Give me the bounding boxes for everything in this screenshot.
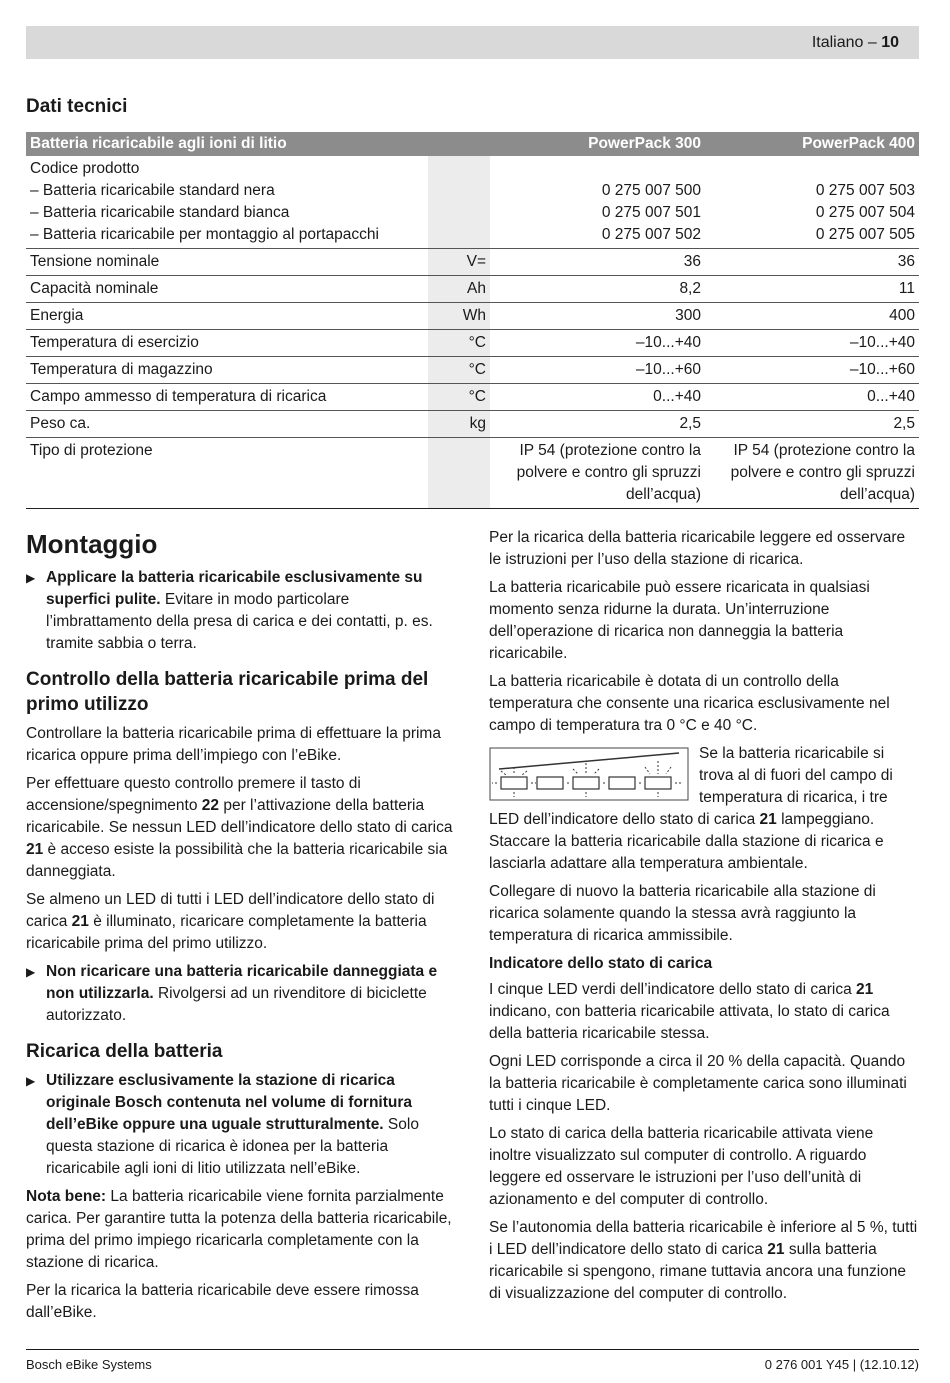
- triangle-bullet-icon: ▶: [26, 1074, 36, 1088]
- bullet-damaged-battery: ▶ Non ricaricare una batteria ricaricabile danneggiata e non utilizzarla. Rivolgersi ad un rivenditore di biciclette autorizzato.: [26, 963, 438, 1024]
- section-title: Dati tecnici: [26, 96, 128, 117]
- spec-table-header: [26, 132, 919, 156]
- spec-pp400: 400: [705, 303, 919, 330]
- table-row: [26, 330, 919, 357]
- spec-pp300: 0 275 007 500 0 275 007 501 0 275 007 502: [490, 156, 705, 249]
- spec-pp400: 36: [705, 249, 919, 276]
- triangle-bullet-icon: ▶: [26, 965, 36, 979]
- spec-pp400: –10...+60: [705, 357, 919, 384]
- paragraph: La batteria ricaricabile è dotata di un controllo della temperatura che consente una ricarica esclusivamente nel campo di temperatura tra 0 °C e 40 °C.: [489, 673, 890, 734]
- spec-pp300: IP 54 (protezione contro la polvere e contro gli spruzzi dell’acqua): [490, 438, 705, 509]
- bullet-clean-surfaces: ▶ Applicare la batteria ricaricabile esclusivamente su superfici pulite. Evitare in modo particolare l’imbrattamento della presa di carica e dei contatti, p. es. tramite sabbia o terra.: [26, 569, 433, 652]
- paragraph: I cinque LED verdi dell’indicatore dello stato di carica 21 indicano, con batteria ricaricabile attivata, lo stato di carica della batteria ricaricabile stessa.: [489, 981, 890, 1042]
- spec-label: Energia: [26, 303, 428, 330]
- spec-pp400: 11: [705, 276, 919, 303]
- paragraph: Ogni LED corrisponde a circa il 20 % della capacità. Quando la batteria ricaricabile è completamente carica sono illuminati tutti i cinque LED.: [489, 1053, 907, 1114]
- paragraph: Collegare di nuovo la batteria ricaricabile alla stazione di ricarica solamente quando la stessa avrà raggiunto la temperatura di ricarica ammissibile.: [489, 883, 876, 944]
- spec-header-pp300: PowerPack 300: [490, 132, 705, 156]
- footer-divider: [26, 1349, 919, 1350]
- spec-label: Tensione nominale: [26, 249, 428, 276]
- spec-label: Temperatura di magazzino: [26, 357, 428, 384]
- spec-header-unit: [428, 132, 490, 156]
- table-row: [26, 276, 919, 303]
- spec-unit: V=: [428, 249, 490, 276]
- table-row: [26, 357, 919, 384]
- spec-pp300: 300: [490, 303, 705, 330]
- blinking-led-indicator-figure: [489, 747, 689, 801]
- paragraph: Se l’autonomia della batteria ricaricabile è inferiore al 5 %, tutti i LED dell’indicatore dello stato di carica 21 sulla batteria ricaricabile si spengono, rimane tuttavia ancora una funzione di visualizzazione del computer di controllo.: [489, 1219, 918, 1302]
- spec-label: Capacità nominale: [26, 276, 428, 303]
- spec-unit: [428, 438, 490, 509]
- triangle-bullet-icon: ▶: [26, 571, 36, 585]
- paragraph: Controllare la batteria ricaricabile prima di effettuare la prima ricarica oppure prima dell’impiego con l’eBike.: [26, 725, 441, 764]
- spec-pp300: –10...+40: [490, 330, 705, 357]
- montaggio-heading: Montaggio: [26, 529, 158, 559]
- spec-table: [26, 132, 919, 509]
- led-figure-block: [489, 743, 919, 881]
- spec-unit: Ah: [428, 276, 490, 303]
- left-column: [26, 527, 454, 1330]
- spec-unit: °C: [428, 357, 490, 384]
- spec-label: Peso ca.: [26, 411, 428, 438]
- spec-header-pp400: PowerPack 400: [705, 132, 919, 156]
- page-header: [26, 26, 919, 59]
- spec-unit: °C: [428, 384, 490, 411]
- spec-label: Codice prodotto – Batteria ricaricabile standard nera – Batteria ricaricabile standard bianca – Batteria ricaricabile per montaggio al portapacchi: [26, 156, 428, 249]
- paragraph: La batteria ricaricabile può essere ricaricata in qualsiasi momento senza ridurne la durata. Un’interruzione dell’operazione di ricarica non danneggia la batteria ricaricabile.: [489, 579, 870, 662]
- page-number-label: Italiano – 10: [811, 34, 899, 51]
- spec-pp300: 2,5: [490, 411, 705, 438]
- paragraph: Per effettuare questo controllo premere il tasto di accensione/spegnimento 22 per l’attivazione della batteria ricaricabile. Se nessun LED dell’indicatore dello stato di carica 21 è acceso esiste la possibilità che la batteria ricaricabile sia danneggiata.: [26, 775, 453, 880]
- spec-pp400: 0...+40: [705, 384, 919, 411]
- spec-pp400: IP 54 (protezione contro la polvere e contro gli spruzzi dell’acqua): [705, 438, 919, 509]
- right-column: [489, 527, 919, 1311]
- spec-pp300: 8,2: [490, 276, 705, 303]
- table-row: [26, 384, 919, 411]
- spec-label: Tipo di protezione: [26, 438, 428, 509]
- footer-doc-id: 0 276 001 Y45 | (12.10.12): [764, 1357, 919, 1372]
- controllo-heading: Controllo della batteria ricaricabile prima del primo utilizzo: [26, 669, 429, 715]
- spec-unit: kg: [428, 411, 490, 438]
- spec-unit: [428, 156, 490, 249]
- spec-pp400: –10...+40: [705, 330, 919, 357]
- spec-unit: °C: [428, 330, 490, 357]
- spec-header-product: Batteria ricaricabile agli ioni di litio: [26, 132, 428, 156]
- spec-pp400: 0 275 007 503 0 275 007 504 0 275 007 505: [705, 156, 919, 249]
- bullet-original-charger: ▶ Utilizzare esclusivamente la stazione di ricarica originale Bosch contenuta nel volume di fornitura dell’eBike oppure una uguale strutturalmente. Solo questa stazione di ricarica è idonea per la batteria ricaricabile agli ioni di litio utilizzata nell’eBike.: [26, 1072, 419, 1177]
- ricarica-heading: Ricarica della batteria: [26, 1041, 223, 1062]
- indicatore-heading: Indicatore dello stato di carica: [489, 955, 713, 972]
- spec-pp300: –10...+60: [490, 357, 705, 384]
- paragraph: Per la ricarica la batteria ricaricabile deve essere rimossa dall’eBike.: [26, 1282, 419, 1321]
- spec-pp300: 0...+40: [490, 384, 705, 411]
- note-paragraph: Nota bene: La batteria ricaricabile viene fornita parzialmente carica. Per garantire tutta la potenza della batteria ricaricabile, prima del primo impiego ricaricarla completamente con la stazione di ricarica.: [26, 1188, 452, 1271]
- spec-label: Campo ammesso di temperatura di ricarica: [26, 384, 428, 411]
- spec-pp300: 36: [490, 249, 705, 276]
- spec-unit: Wh: [428, 303, 490, 330]
- paragraph: Se almeno un LED di tutti i LED dell’indicatore dello stato di carica 21 è illuminato, ricaricare completamente la batteria ricaricabile prima del primo utilizzo.: [26, 891, 435, 952]
- paragraph: Per la ricarica della batteria ricaricabile leggere ed osservare le istruzioni per l’uso della stazione di ricarica.: [489, 529, 906, 568]
- paragraph: Lo stato di carica della batteria ricaricabile attivata viene inoltre visualizzato sul computer di controllo. A riguardo leggere ed osservare le istruzioni per l’uso dell’unità di azionamento e del computer di controllo.: [489, 1125, 874, 1208]
- table-row: [26, 411, 919, 438]
- footer-company: Bosch eBike Systems: [26, 1357, 152, 1372]
- paragraph: Se la batteria ricaricabile si trova al di fuori del campo di temperatura di ricarica, i tre LED dell’indicatore dello stato di carica 21 lampeggiano. Staccare la batteria ricaricabile dalla stazione di ricarica e lasciarla adattare alla temperatura ambientale.: [489, 745, 893, 872]
- table-row: [26, 438, 919, 509]
- spec-label: Temperatura di esercizio: [26, 330, 428, 357]
- table-row: [26, 156, 919, 249]
- table-row: [26, 303, 919, 330]
- table-row: [26, 249, 919, 276]
- spec-pp400: 2,5: [705, 411, 919, 438]
